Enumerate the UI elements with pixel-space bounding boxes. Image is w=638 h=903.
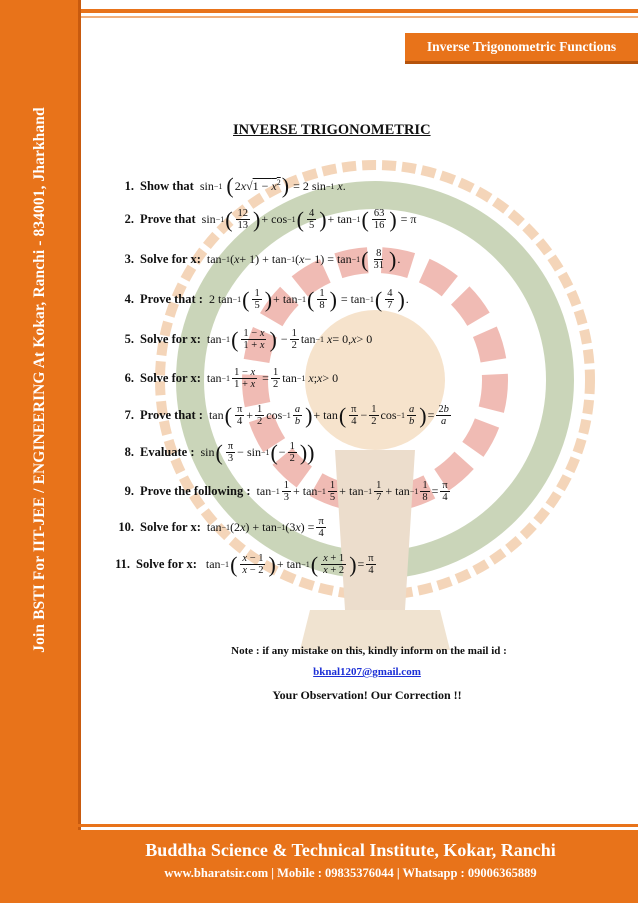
question-number: 2. [124,212,134,226]
question-label: Solve for x: [136,557,197,571]
question-10 [116,516,328,539]
question-number: 8. [124,445,134,459]
question-label: Prove that : [140,408,203,422]
note-tagline: Your Observation! Our Correction !! [272,688,462,702]
question-expression: 2 tan −1 ( 1 5 ) + tan −1 ( 1 8 ) = tan −1 ( 4 7 ) . [208,286,409,312]
question-expression: tan −1 (2 x ) + tan −1 (3 x ) = π 4 [206,516,324,539]
question-expression: tan −1 1 3 + tan −1 1 5 + tan −1 1 7 + tan −1 1 8 = π 4 [256,480,448,503]
top-stripe-thin [78,16,638,18]
header-tab-title: Inverse Trigonometric Functions [405,33,638,61]
question-number: 11. [115,557,130,571]
question-number: 5. [124,332,134,346]
question-label: Prove the following : [140,484,251,498]
left-sidebar-edge [78,0,81,903]
question-expression: sin ( π 3 − sin −1 ( − 1 2 )) [200,439,315,465]
question-label: Solve for x: [140,371,201,385]
top-stripe [78,9,638,13]
sidebar-vertical-text: Join BSTI For IIT-JEE / ENGINEERING At Kokar, Ranchi - 834001, Jharkhand [31,107,48,653]
note-line: Note : if any mistake on this, kindly inform on the mail id : [231,645,507,657]
question-expression: tan −1 1 − x 1 + x = 1 2 tan −1 x ; x > 0 [206,367,339,390]
header-tab-shadow [405,61,638,64]
question-number: 10. [118,520,134,534]
question-6 [116,367,338,390]
question-3 [116,248,400,271]
question-label: Show that [140,178,194,193]
question-4 [116,288,409,311]
question-expression: sin −1 ( 2 x √ $1 - x^2$ ) = 2 sin −1 x . [199,173,346,198]
question-label: Solve for x: [140,520,201,534]
question-8 [116,441,315,464]
question-2 [116,208,416,231]
footer-contact-info: www.bharatsir.com | Mobile : 09835376044 | Whatsapp : 09006365889 [164,866,537,880]
question-label: Solve for x: [140,332,201,346]
question-number: 1. [124,178,134,193]
question-label: Prove that [140,212,196,226]
document-title: INVERSE TRIGONOMETRIC [233,122,431,138]
question-label: Prove that : [140,292,203,306]
question-7 [116,404,453,427]
question-1 [116,173,346,198]
question-expression: tan −1 ( x − 1 x − 2 ) + tan −1 ( x + 1 x + 2 ) = π 4 [202,551,374,577]
footer-stripe [78,824,638,827]
question-label: Solve for x: [140,252,201,266]
question-expression: tan −1 ( x + 1) + tan −1 ( x − 1) = tan −1 ( 8 31 ) . [206,246,401,272]
footer-institute-name: Buddha Science & Technical Institute, Kokar, Ranchi [145,840,556,860]
note-email-row [48,666,638,678]
question-expression: sin −1 ( 12 13 ) + cos −1 ( 4 5 ) + tan −1 ( 63 16 ) = π [201,206,417,232]
question-11 [112,553,378,576]
contact-email-link[interactable]: bknal1207@gmail.com [313,666,421,678]
question-number: 9. [124,484,134,498]
question-expression: tan −1 ( 1 − x 1 + x ) − 1 2 tan −1 x = 0, x > 0 [206,326,373,352]
question-number: 4. [124,292,134,306]
question-number: 7. [124,408,134,422]
question-5 [116,328,372,351]
question-number: 3. [124,252,134,266]
question-9 [116,480,452,503]
question-label: Evaluate : [140,445,195,459]
question-expression: tan ( π 4 + 1 2 cos −1 a b ) + tan ( π 4 − 1 2 cos −1 a b ) = 2b a [208,402,449,428]
question-number: 6. [124,371,134,385]
